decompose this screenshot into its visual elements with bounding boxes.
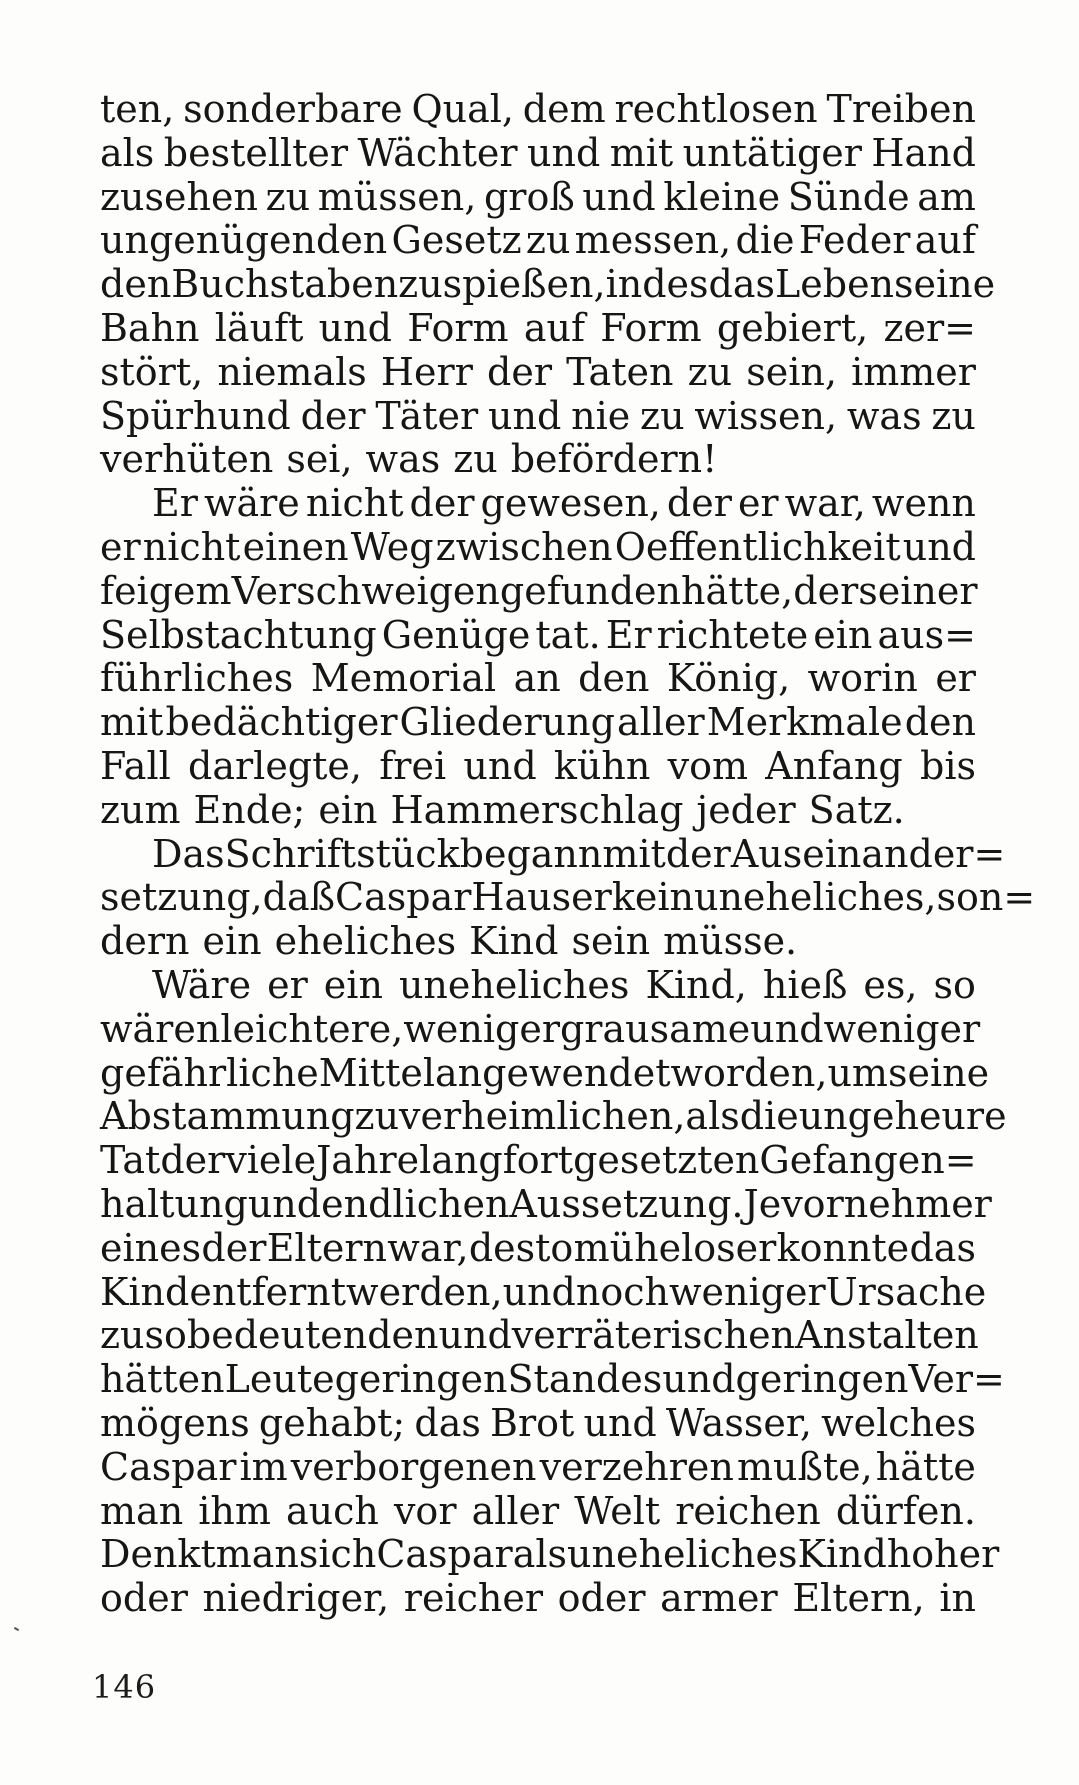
word: seine bbox=[887, 1050, 990, 1095]
text-line bbox=[100, 657, 976, 701]
word: tat. bbox=[535, 612, 601, 657]
word: oder bbox=[100, 1576, 188, 1621]
word: armer bbox=[660, 1576, 778, 1621]
word: auch bbox=[286, 1488, 379, 1533]
word: der bbox=[160, 1138, 226, 1183]
word: oder bbox=[557, 1576, 646, 1621]
word: Mittel bbox=[318, 1050, 435, 1095]
word: Abstammung bbox=[100, 1094, 355, 1139]
word: jeder bbox=[696, 787, 796, 832]
word: als bbox=[100, 130, 155, 175]
word: Kind, bbox=[645, 962, 747, 1007]
word: bedächtiger bbox=[165, 700, 398, 745]
word: viele bbox=[225, 1138, 317, 1183]
word: leichtere, bbox=[220, 1006, 404, 1051]
word: welches bbox=[821, 1400, 976, 1445]
word: ein bbox=[202, 919, 262, 964]
word: wäre bbox=[203, 481, 300, 526]
word: hoher bbox=[886, 1532, 1000, 1577]
word: hieß bbox=[762, 962, 848, 1007]
word: sein, bbox=[746, 349, 837, 394]
word: dem bbox=[522, 87, 606, 131]
word: König, bbox=[666, 656, 791, 701]
text-line bbox=[100, 1490, 976, 1534]
word: auf bbox=[914, 218, 976, 263]
word: bis bbox=[920, 743, 976, 788]
text-line bbox=[100, 570, 976, 614]
word: der bbox=[665, 831, 731, 876]
word: Oeffentlichkeit bbox=[614, 524, 901, 569]
word: eheliches bbox=[274, 919, 457, 964]
word: Fall bbox=[100, 743, 171, 788]
word: Taten bbox=[566, 349, 674, 394]
margin-speck bbox=[14, 1627, 19, 1631]
word: müheloser bbox=[573, 1225, 777, 1270]
word: Täter bbox=[375, 393, 479, 438]
word: sich bbox=[298, 1532, 377, 1577]
word: der bbox=[201, 1225, 267, 1270]
word: Eltern, bbox=[792, 1576, 925, 1621]
word: in bbox=[939, 1576, 976, 1621]
word: reicher bbox=[403, 1576, 544, 1621]
word: konnte bbox=[776, 1225, 910, 1270]
word: ein bbox=[318, 787, 378, 832]
word: nicht bbox=[142, 524, 241, 569]
word: messen, bbox=[574, 218, 732, 263]
text-line bbox=[100, 1313, 979, 1358]
word: Das bbox=[152, 831, 225, 876]
word: zusehen bbox=[100, 174, 258, 219]
word: man bbox=[100, 1488, 184, 1533]
word: am bbox=[917, 174, 976, 219]
word: auf bbox=[523, 305, 586, 350]
word: worin bbox=[807, 656, 918, 701]
word: was bbox=[846, 393, 922, 438]
word: mögens bbox=[100, 1400, 250, 1445]
word: sei, bbox=[286, 437, 353, 482]
word: die bbox=[739, 1094, 799, 1139]
word: desto bbox=[468, 1225, 574, 1270]
word: zer= bbox=[883, 305, 976, 350]
word: eines bbox=[100, 1225, 202, 1270]
word: der bbox=[409, 481, 475, 526]
word: Treiben bbox=[826, 87, 976, 131]
word: Kind bbox=[797, 1532, 887, 1577]
word: zu bbox=[453, 437, 498, 482]
word: um bbox=[827, 1050, 888, 1095]
word: was bbox=[365, 437, 441, 482]
word: setzung, bbox=[100, 875, 263, 920]
word: dern bbox=[100, 919, 190, 964]
word: zu bbox=[525, 218, 571, 263]
word: aus= bbox=[877, 612, 976, 657]
word: und bbox=[247, 1181, 322, 1226]
text-line bbox=[100, 1050, 990, 1096]
word: ihm bbox=[198, 1488, 271, 1533]
word: stört, bbox=[100, 349, 204, 394]
word: darlegte, bbox=[188, 743, 362, 788]
text-line bbox=[100, 1227, 976, 1271]
text-line bbox=[100, 1094, 1007, 1139]
word: verzehren bbox=[539, 1444, 734, 1489]
word: den bbox=[904, 700, 976, 745]
text-line bbox=[100, 1269, 987, 1315]
word: er bbox=[935, 656, 976, 701]
word: ungenügenden bbox=[100, 218, 388, 263]
word: er bbox=[267, 962, 308, 1007]
word: Auseinander= bbox=[730, 831, 1006, 876]
word: lang bbox=[419, 1138, 503, 1183]
word: endlichen bbox=[321, 1181, 510, 1226]
word: an bbox=[513, 656, 561, 701]
word: wissen, bbox=[694, 393, 838, 438]
word: führliches bbox=[100, 656, 294, 701]
text-line bbox=[100, 789, 976, 833]
word: Ursache bbox=[825, 1269, 987, 1314]
word: wären bbox=[100, 1006, 221, 1051]
word: Leben bbox=[775, 262, 895, 307]
word: müsse. bbox=[663, 919, 798, 964]
word: rechtlosen bbox=[614, 87, 818, 131]
word: zu bbox=[100, 1313, 145, 1358]
text-line bbox=[100, 1446, 976, 1490]
word: und bbox=[902, 524, 976, 569]
word: die bbox=[735, 218, 795, 263]
word: Caspar bbox=[100, 1444, 237, 1489]
text-line bbox=[100, 219, 976, 263]
word: Verschweigen bbox=[231, 568, 500, 613]
text-line bbox=[100, 351, 976, 395]
word: Standes bbox=[507, 1357, 663, 1402]
word: indes bbox=[605, 262, 709, 307]
word: und bbox=[463, 743, 537, 788]
word: Caspar bbox=[376, 1532, 513, 1577]
word: kühn bbox=[553, 743, 651, 788]
word: der bbox=[487, 349, 553, 394]
word: gefunden bbox=[499, 568, 682, 613]
word: befördern! bbox=[510, 437, 718, 482]
word: läuft bbox=[214, 305, 304, 350]
word: zu bbox=[640, 393, 685, 438]
word: und bbox=[582, 174, 656, 219]
word: gefährliche bbox=[100, 1050, 319, 1095]
word: begann bbox=[459, 831, 603, 876]
word: kein bbox=[611, 875, 694, 920]
word: müssen, bbox=[317, 174, 477, 219]
word: weniger bbox=[823, 1006, 981, 1051]
word: Denkt bbox=[100, 1532, 216, 1577]
word: er bbox=[737, 481, 779, 526]
word: Wäre bbox=[152, 962, 252, 1007]
word: einen bbox=[242, 524, 349, 569]
word: kleine bbox=[663, 174, 781, 219]
word: groß bbox=[483, 174, 575, 219]
word: Ver= bbox=[908, 1357, 1005, 1402]
text-line bbox=[100, 1402, 976, 1446]
word: mußte, bbox=[736, 1444, 873, 1489]
word: Bahn bbox=[100, 305, 200, 350]
word: uneheliches bbox=[398, 962, 630, 1007]
word: geringen bbox=[334, 1357, 508, 1402]
word: als bbox=[512, 1532, 568, 1577]
text-line bbox=[100, 964, 976, 1008]
word: so bbox=[933, 962, 976, 1007]
word: geringen bbox=[735, 1357, 909, 1402]
text-line bbox=[100, 482, 976, 526]
word: Selbstachtung bbox=[100, 612, 377, 657]
page-number: 146 bbox=[92, 1668, 157, 1706]
word: zu bbox=[931, 393, 976, 438]
word: Form bbox=[600, 305, 702, 350]
text-line bbox=[100, 1006, 981, 1052]
word: Er bbox=[605, 612, 652, 657]
word: zu bbox=[687, 349, 733, 394]
word: vor bbox=[393, 1488, 457, 1533]
word: frei bbox=[379, 743, 447, 788]
word: Leute bbox=[224, 1357, 335, 1402]
word: richtete bbox=[656, 612, 809, 657]
word: war, bbox=[387, 1225, 469, 1270]
text-line bbox=[100, 831, 1006, 877]
word: der bbox=[666, 481, 732, 526]
word: Welt bbox=[574, 1488, 661, 1533]
word: werden, bbox=[346, 1269, 503, 1314]
word: Brot bbox=[490, 1400, 575, 1445]
word: und bbox=[488, 393, 562, 438]
word: sonderbare bbox=[183, 87, 403, 131]
text-line bbox=[100, 701, 976, 745]
word: uneheliches bbox=[567, 1532, 798, 1577]
word: ein bbox=[323, 962, 383, 1007]
word: Kind bbox=[100, 1269, 190, 1314]
word: das bbox=[909, 1225, 976, 1270]
word: zum bbox=[100, 787, 181, 832]
word: Je bbox=[743, 1181, 782, 1226]
word: im bbox=[239, 1444, 288, 1489]
word: sein bbox=[571, 919, 651, 964]
word: Anfang bbox=[765, 743, 903, 788]
word: bestellter bbox=[163, 130, 349, 175]
word: mit bbox=[100, 700, 164, 745]
text-line bbox=[100, 875, 1036, 920]
word: ten, bbox=[100, 87, 175, 131]
word: Hauser bbox=[471, 875, 612, 920]
word: son= bbox=[936, 875, 1036, 920]
word: und bbox=[502, 1269, 576, 1314]
word: bedeutenden bbox=[186, 1313, 439, 1358]
word: weniger bbox=[403, 1006, 560, 1051]
word: niemals bbox=[217, 349, 367, 394]
word: hätte bbox=[875, 1444, 976, 1489]
text-line bbox=[100, 614, 976, 658]
text-line bbox=[100, 1577, 976, 1621]
word: das bbox=[708, 262, 776, 307]
word: Satz. bbox=[808, 787, 905, 832]
text-line bbox=[100, 1181, 992, 1227]
word: fortgesetzten bbox=[502, 1138, 760, 1183]
word: Ende; bbox=[193, 787, 306, 832]
word: Jahre bbox=[316, 1138, 420, 1183]
word: war, bbox=[784, 481, 866, 526]
word: Gefangen= bbox=[759, 1138, 977, 1183]
word: es, bbox=[863, 962, 918, 1007]
text-line bbox=[100, 1139, 976, 1183]
text-line bbox=[100, 262, 996, 307]
word: das bbox=[414, 1400, 481, 1445]
word: mit bbox=[602, 831, 666, 876]
word: spießen, bbox=[442, 262, 606, 307]
word: mit bbox=[609, 130, 674, 175]
word: noch bbox=[575, 1269, 669, 1314]
word: Eltern bbox=[266, 1225, 387, 1270]
word: als bbox=[685, 1094, 740, 1139]
word: er bbox=[100, 524, 141, 569]
word: dürfen. bbox=[835, 1488, 976, 1533]
word: Tat bbox=[100, 1138, 161, 1183]
word: niedriger, bbox=[202, 1576, 390, 1621]
word: der bbox=[300, 393, 366, 438]
word: Memorial bbox=[310, 656, 497, 701]
word: Buchstaben bbox=[171, 262, 399, 307]
word: Aussetzung. bbox=[509, 1181, 744, 1226]
word: Form bbox=[407, 305, 509, 350]
text-line bbox=[100, 132, 976, 176]
word: hätte, bbox=[681, 568, 794, 613]
word: daß bbox=[262, 875, 336, 920]
word: Qual, bbox=[411, 87, 514, 131]
word: man bbox=[215, 1532, 299, 1577]
text-line bbox=[100, 745, 976, 789]
word: Spürhund bbox=[100, 393, 291, 438]
word: Herr bbox=[380, 349, 473, 394]
word: gewesen, bbox=[480, 481, 661, 526]
word: nicht bbox=[305, 481, 404, 526]
text-line bbox=[100, 1532, 1000, 1577]
word: Hammerschlag bbox=[390, 787, 684, 832]
word: worden, bbox=[670, 1050, 828, 1095]
word: Merkmale bbox=[706, 700, 903, 745]
word: zu bbox=[354, 1094, 400, 1139]
word: gehabt; bbox=[258, 1400, 406, 1445]
word: und bbox=[583, 1400, 657, 1445]
word: und bbox=[438, 1313, 512, 1358]
word: Gliederung bbox=[399, 700, 615, 745]
word: Genüge bbox=[381, 612, 531, 657]
body-text bbox=[100, 87, 1036, 1621]
word: Wasser, bbox=[665, 1400, 812, 1445]
word: ein bbox=[813, 612, 873, 657]
word: Weg bbox=[350, 524, 434, 569]
word: verheimlichen, bbox=[399, 1094, 686, 1139]
word: reichen bbox=[675, 1488, 821, 1533]
word: ungeheure bbox=[798, 1094, 1007, 1139]
word: Hand bbox=[871, 130, 976, 175]
word: zwischen bbox=[435, 524, 613, 569]
word: haltung bbox=[100, 1181, 248, 1226]
word: wenn bbox=[871, 481, 976, 526]
text-line bbox=[100, 88, 976, 132]
word: Anstalten bbox=[795, 1313, 979, 1358]
word: und bbox=[318, 305, 392, 350]
word: Gesetz bbox=[391, 218, 522, 263]
word: immer bbox=[851, 349, 976, 394]
word: den bbox=[578, 656, 650, 701]
word: und bbox=[750, 1006, 824, 1051]
word: nie bbox=[571, 393, 631, 438]
word: vornehmer bbox=[781, 1181, 992, 1226]
word: grausame bbox=[559, 1006, 751, 1051]
word: der bbox=[793, 568, 859, 613]
text-line bbox=[100, 1357, 1005, 1402]
word: feigem bbox=[100, 568, 232, 613]
text-line bbox=[100, 438, 976, 482]
word: und bbox=[527, 130, 601, 175]
word: seine bbox=[894, 262, 996, 307]
word: aller bbox=[617, 700, 705, 745]
word: Feder bbox=[798, 218, 911, 263]
word: den bbox=[100, 262, 172, 307]
word: zu bbox=[398, 262, 443, 307]
word: Sünde bbox=[787, 174, 910, 219]
word: aller bbox=[471, 1488, 560, 1533]
word: seiner bbox=[858, 568, 978, 613]
word: weniger bbox=[668, 1269, 826, 1314]
text-line bbox=[100, 307, 976, 351]
word: Wächter bbox=[357, 130, 518, 175]
word: angewendet bbox=[434, 1050, 671, 1095]
word: so bbox=[144, 1313, 187, 1358]
word: entfernt bbox=[189, 1269, 347, 1314]
text-line bbox=[100, 395, 976, 439]
word: verräterischen bbox=[511, 1313, 796, 1358]
text-line bbox=[100, 176, 976, 220]
word: Caspar bbox=[335, 875, 472, 920]
word: verborgenen bbox=[290, 1444, 537, 1489]
word: Kind bbox=[469, 919, 559, 964]
word: verhüten bbox=[100, 437, 274, 482]
word: Schriftstück bbox=[224, 831, 460, 876]
word: untätiger bbox=[682, 130, 862, 175]
word: zu bbox=[265, 174, 311, 219]
word: vom bbox=[667, 743, 749, 788]
text-line bbox=[100, 920, 976, 964]
word: uneheliches, bbox=[693, 875, 937, 920]
word: Er bbox=[152, 481, 198, 526]
text-line bbox=[100, 526, 976, 570]
word: hätten bbox=[100, 1357, 225, 1402]
word: gebiert, bbox=[716, 305, 869, 350]
word: und bbox=[662, 1357, 736, 1402]
